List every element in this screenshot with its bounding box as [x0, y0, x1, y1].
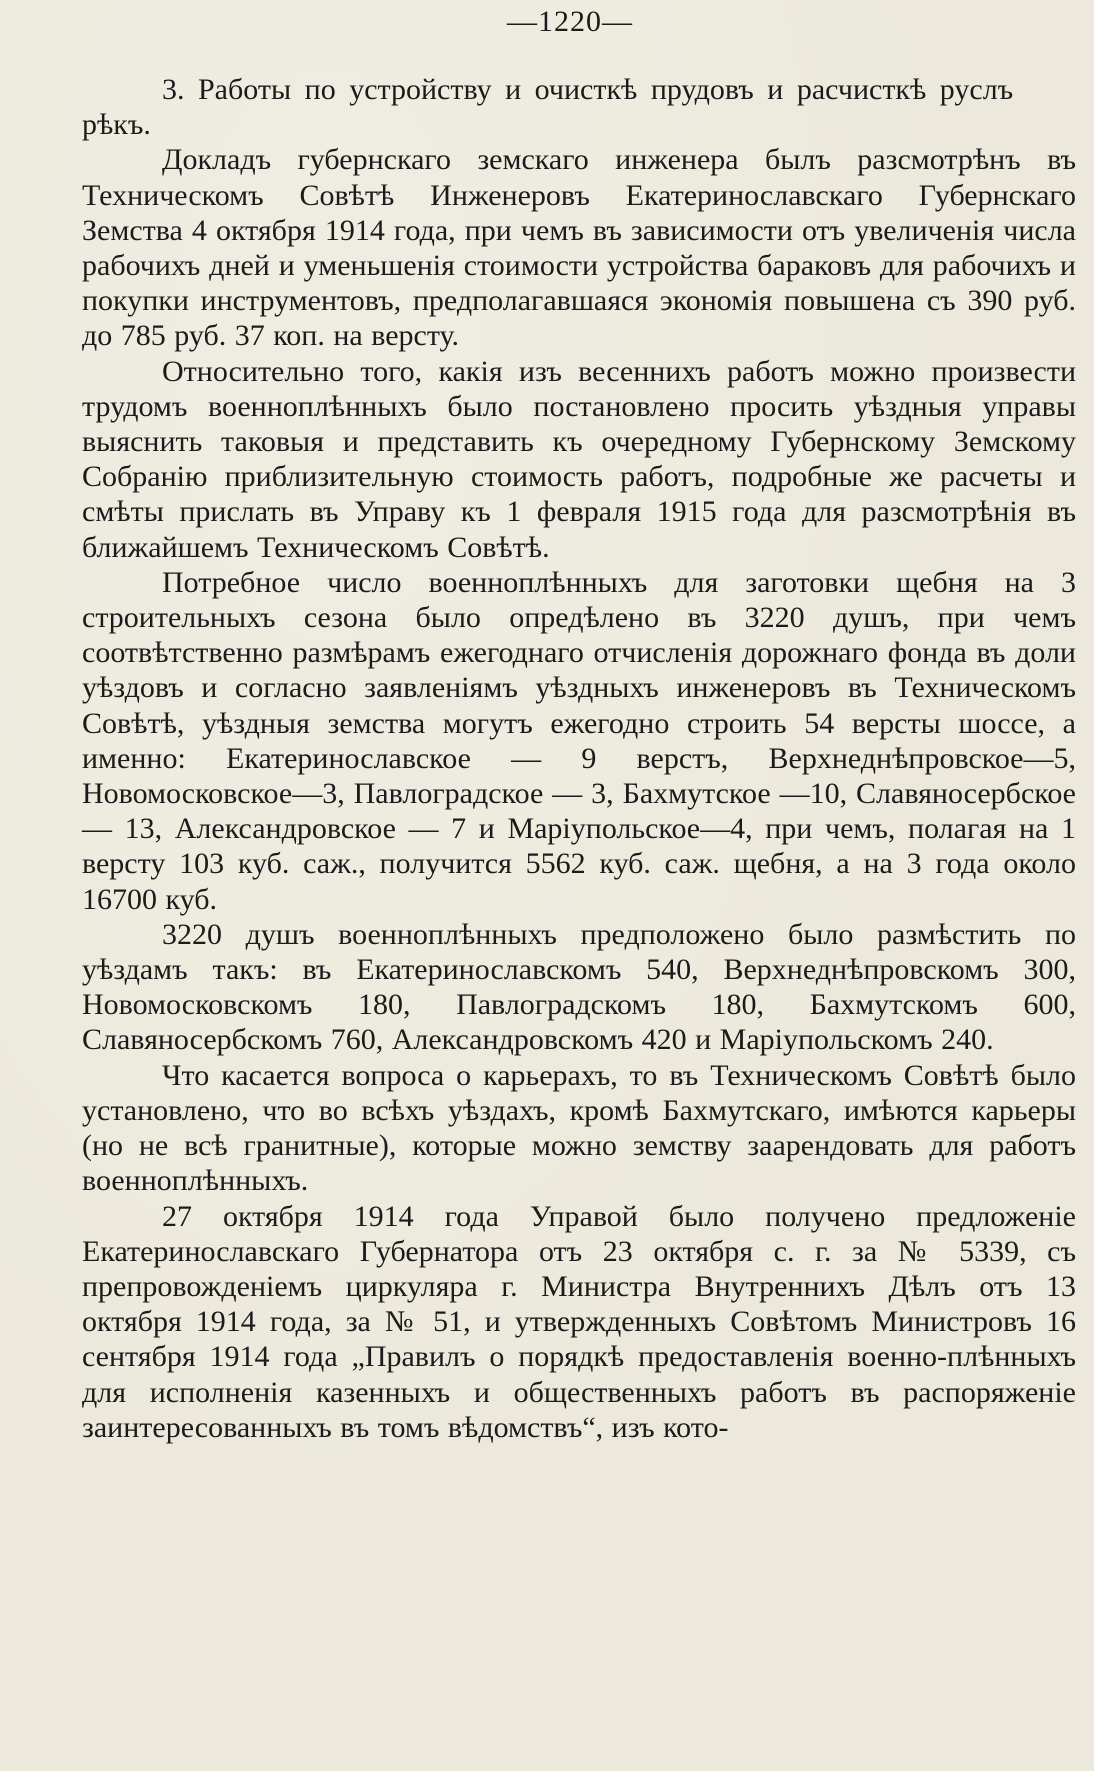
- paragraph-quarries: Что касается вопроса о карьерахъ, то въ Техническомъ Совѣтѣ было установлено, что во всѣхъ уѣздахъ, кромѣ Бахмутскаго, имѣются карьеры (но не всѣ гранитные), которые можно земству заарендовать для работъ военноплѣнныхъ.: [82, 1058, 1076, 1198]
- page-number: —1220—: [507, 5, 633, 38]
- paragraph-spring-works: Относительно того, какія изъ весеннихъ работъ можно произвести трудомъ военноплѣнныхъ было постановлено просить уѣздныя управы выяснить таковыя и представить къ очередному Губернскому Земскому Собранію приблизительную стоимость работъ, подробные же расчеты и смѣты прислать въ Управу къ 1 февраля 1915 года для разсмотрѣнія въ ближайшемъ Техническомъ Совѣтѣ.: [82, 354, 1076, 564]
- paragraph-governor-letter: 27 октября 1914 года Управой было получено предложеніе Екатеринославскаго Губернатора отъ 23 октября с. г. за № 5339, съ препровожденіемъ циркуляра г. Министра Внутреннихъ Дѣлъ отъ 13 октября 1914 года, за № 51, и утвержденныхъ Совѣтомъ Министровъ 16 сентября 1914 года „Правилъ о порядкѣ предоставленія военно-плѣнныхъ для исполненія казенныхъ и общественныхъ работъ въ распоряженіе заинтересованныхъ въ томъ вѣдомствъ“, изъ кото-: [82, 1199, 1076, 1444]
- paragraph-prisoner-count: Потребное число военноплѣнныхъ для заготовки щебня на 3 строительныхъ сезона было опредѣлено въ 3220 душъ, при чемъ соотвѣтственно размѣрамъ ежегоднаго отчисленія дорожнаго фонда въ доли уѣздовъ и согласно заявленіямъ уѣздныхъ инженеровъ въ Техническомъ Совѣтѣ, уѣздныя земства могутъ ежегодно строить 54 версты шоссе, а именно: Екатеринославское — 9 верстъ, Верхнеднѣпровское—5, Новомосковское—3, Павлоградское — 3, Бахмутское —10, Славяносербское — 13, Александровское — 7 и Маріупольское—4, при чемъ, полагая на 1 версту 103 куб. саж., получится 5562 куб. саж. щебня, а на 3 года около 16700 куб.: [82, 565, 1076, 916]
- paragraph-distribution: 3220 душъ военноплѣнныхъ предположено было размѣстить по уѣздамъ такъ: въ Екатеринославскомъ 540, Верхнеднѣпровскомъ 300, Новомосковскомъ 180, Павлоградскомъ 180, Бахмутскомъ 600, Славяносербскомъ 760, Александровскомъ 420 и Маріупольскомъ 240.: [82, 917, 1076, 1057]
- paragraph-engineer-report: Докладъ губернскаго земскаго инженера былъ разсмотрѣнъ въ Техническомъ Совѣтѣ Инженеровъ Екатеринославскаго Губернскаго Земства 4 октября 1914 года, при чемъ въ зависимости отъ увеличенія числа рабочихъ дней и уменьшенія стоимости устройства бараковъ для рабочихъ и покупки инструментовъ, предполагавшаяся экономія повышена съ 390 руб. до 785 руб. 37 коп. на версту.: [82, 143, 1076, 353]
- section-heading: 3. Работы по устройству и очисткѣ прудовъ и расчисткѣ руслъ рѣкъ.: [82, 73, 1014, 142]
